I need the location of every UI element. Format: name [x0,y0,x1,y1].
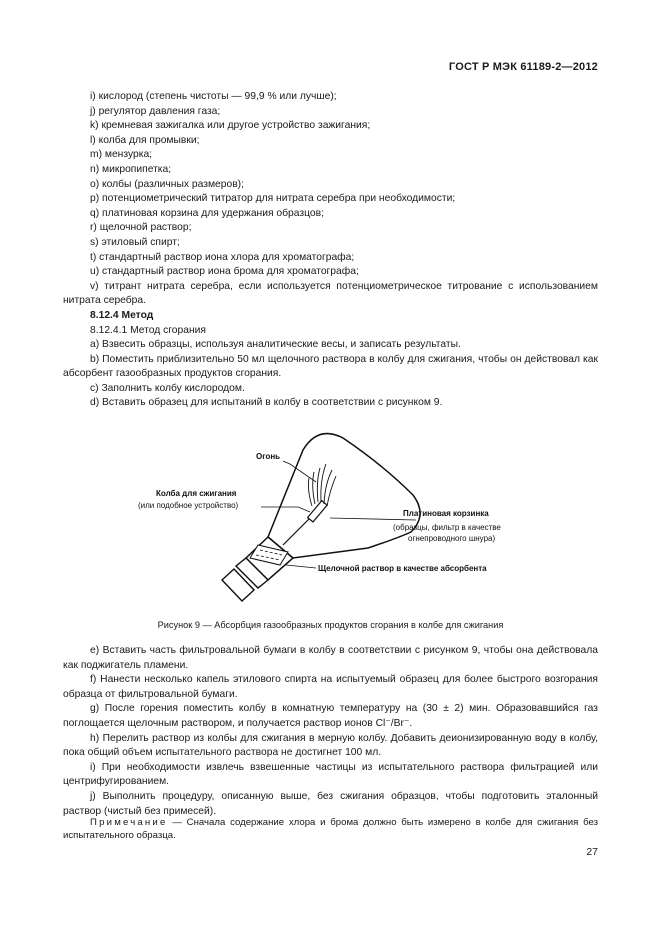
list-item: j) Выполнить процедуру, описанную выше, без сжигания образцов, чтобы подготовить эталонный раствор (чистый без примесей). [63,790,598,817]
note-label: Примечание [90,817,168,828]
method-step: d) Вставить образец для испытаний в колбу в соответствии с рисунком 9. [90,397,443,409]
list-item: j) регулятор давления газа; [90,105,221,117]
method-step: c) Заполнить колбу кислородом. [90,382,245,394]
list-item: k) кремневая зажигалка или другое устройство зажигания; [90,120,371,132]
list-item: s) этиловый спирт; [90,236,180,248]
section-heading: 8.12.4 Метод [90,309,154,321]
note-text: — Сначала содержание хлора и брома должно быть измерено в колбе для сжигания без испытательного образца. [63,817,599,842]
label-flask: Колба для сжигания [156,489,237,498]
label-basket: Платиновая корзинка [403,509,489,518]
flask-diagram [118,420,528,605]
label-solution: Щелочной раствор в качестве абсорбента [318,564,487,573]
list-item: m) мензурка; [90,149,153,161]
list-item: g) После горения поместить колбу в комнатную температуру на (30 ± 2) мин. Образовавшийся газ поглощается щелочным раствором, и получается раствор ионов Cl⁻/Br⁻. [63,703,598,729]
list-item: n) микропипетка; [90,163,172,175]
list-item: h) Перелить раствор из колбы для сжигания в мерную колбу. Добавить деионизированную воду в колбу, пока общий объем испытательного раствора не достигнет 100 мл. [63,732,598,759]
section-subheading: 8.12.4.1 Метод сгорания [90,324,206,336]
list-item: o) колбы (различных размеров); [90,178,244,190]
label-fire: Огонь [256,452,281,461]
method-step: b) Поместить приблизительно 50 мл щелочного раствора в колбу для сжигания, чтобы он действовал как абсорбент газообразных продуктов сгорания. [63,353,598,380]
label-basket-note: огнепроводного шнура) [408,534,496,543]
procedure-list [63,644,598,819]
list-item: t) стандартный раствор иона хлора для хроматографа; [90,251,355,263]
list-item: v) титрант нитрата серебра, если используется потенциометрическое титрование с использованием нитрата серебра. [63,280,598,307]
list-item: f) Нанести несколько капель этилового спирта на испытуемый образец для более быстрого возгорания образца от фильтровальной бумаги. [63,674,598,700]
list-item: q) платиновая корзина для удержания образцов; [90,207,324,219]
list-item: r) щелочной раствор; [90,222,192,234]
label-flask-note: (или подобное устройство) [138,501,239,510]
list-item: i) кислород (степень чистоты — 99,9 % или лучше); [90,91,337,102]
page-number: 27 [586,846,598,858]
list-item: e) Вставить часть фильтровальной бумаги в колбу в соответствии с рисунком 9, чтобы она действовала как поджигатель пламени. [63,645,598,671]
list-item: i) При необходимости извлечь взвешенные частицы из испытательного раствора фильтрацией или центрифугированием. [63,761,598,788]
flask-outline [268,434,420,558]
note [63,816,598,843]
list-item: l) колба для промывки; [90,134,200,146]
label-basket-note: (образцы, фильтр в качестве [393,523,501,532]
equipment-list [63,90,598,411]
figure-caption: Рисунок 9 — Абсорбция газообразных продуктов сгорания в колбе для сжигания [157,620,504,630]
method-step: a) Взвесить образцы, используя аналитические весы, и записать результаты. [90,339,461,351]
list-item: p) потенциометрический титратор для нитрата серебра при необходимости; [90,193,456,205]
figure-combustion-flask [118,420,528,605]
page-header-standard: ГОСТ Р МЭК 61189-2—2012 [448,61,598,73]
list-item: u) стандартный раствор иона брома для хроматографа; [90,266,359,278]
